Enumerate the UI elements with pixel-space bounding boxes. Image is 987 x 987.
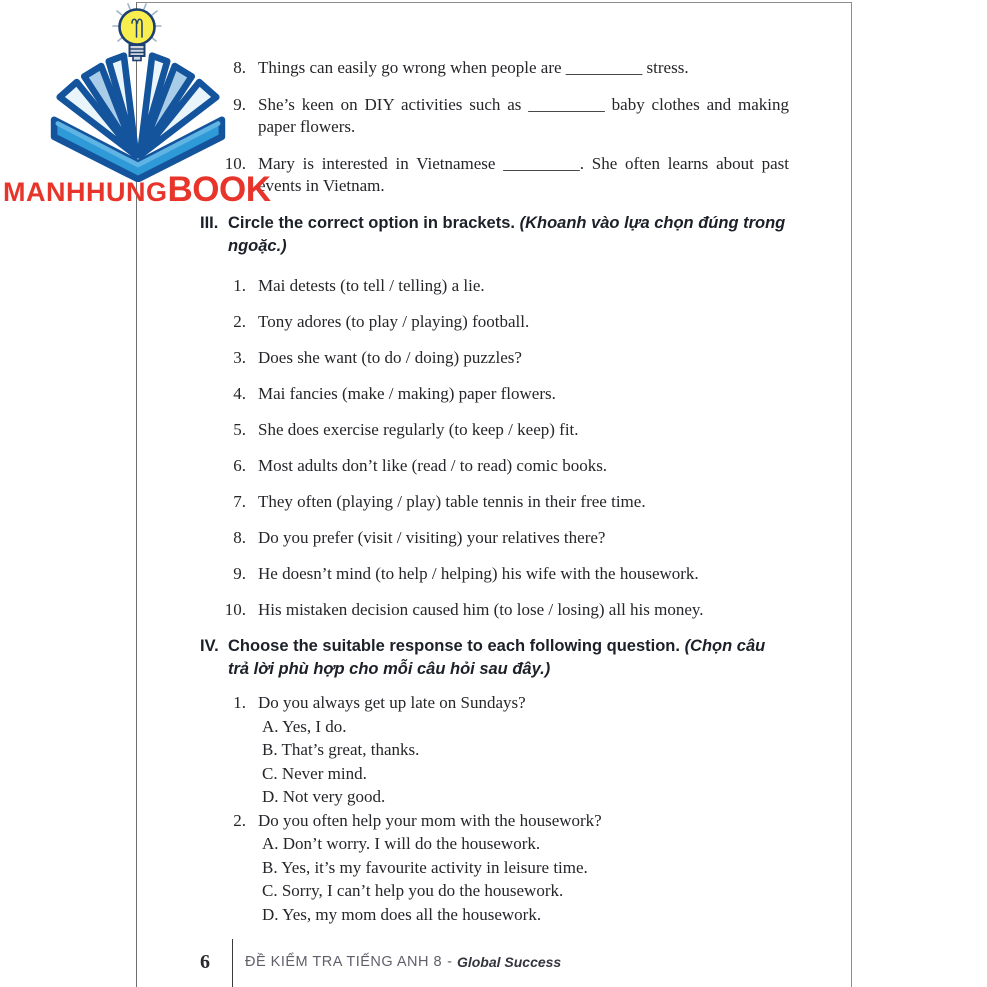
section-title <box>228 212 789 258</box>
exercise-item <box>200 275 789 296</box>
item-text: Mary is interested in Vietnamese _________. She often learns about past events in Vietnam. <box>258 154 789 195</box>
fill-item <box>200 94 789 138</box>
brand-logo <box>0 0 280 220</box>
item-number: 8. <box>233 58 246 77</box>
item-text: Do you prefer (visit / visiting) your relatives there? <box>258 528 606 547</box>
book-title: ĐỀ KIỂM TRA TIẾNG ANH 8 <box>245 954 443 970</box>
item-number: 5. <box>233 420 246 439</box>
section-title-en: Choose the suitable response to each following question. <box>228 637 685 655</box>
item-number: 9. <box>233 95 246 114</box>
fill-item <box>200 57 789 79</box>
footer-divider <box>232 939 233 987</box>
series-title: Global Success <box>456 954 562 970</box>
item-number: 2. <box>233 810 246 830</box>
question-item <box>200 809 789 833</box>
item-number: 1. <box>233 693 246 712</box>
section-title-vi: (Chọn câu trả lời phù hợp cho mỗi câu hỏi sau đây.) <box>228 637 766 678</box>
exercise-item <box>200 527 789 548</box>
item-text: Mai fancies (make / making) paper flowers. <box>258 384 556 403</box>
option-item: B. That’s great, thanks. <box>262 740 420 759</box>
option-item: C. Sorry, I can’t help you do the housework. <box>262 881 564 900</box>
exercise-item <box>200 419 789 440</box>
option-item: B. Yes, it’s my favourite activity in leisure time. <box>262 857 588 877</box>
exercise-item <box>200 383 789 404</box>
item-number: 1. <box>233 276 246 295</box>
question-text: Do you always get up late on Sundays? <box>258 693 526 712</box>
option-item: D. Yes, my mom does all the housework. <box>262 904 542 924</box>
brand-name-light: MANHHUNG <box>3 177 168 207</box>
item-number: 10. <box>224 154 246 173</box>
exercise-item <box>200 599 789 620</box>
item-number: 3. <box>233 348 246 367</box>
section-title-en: Circle the correct option in brackets. <box>228 214 520 232</box>
section-title <box>228 635 789 681</box>
item-number: 7. <box>233 492 246 511</box>
section-number: IV. <box>200 637 219 655</box>
question-item <box>200 691 789 715</box>
item-number: 6. <box>233 456 246 475</box>
item-text: Does she want (to do / doing) puzzles? <box>258 348 522 367</box>
section-iv-heading <box>200 635 789 681</box>
item-text: Most adults don’t like (read / to read) comic books. <box>258 456 608 475</box>
item-text: He doesn’t mind (to help / helping) his wife with the housework. <box>258 564 699 583</box>
option-item: D. Not very good. <box>262 787 386 806</box>
option-item: A. Don’t worry. I will do the housework. <box>262 834 541 853</box>
item-text: Mai detests (to tell / telling) a lie. <box>258 276 485 295</box>
option-item: A. Yes, I do. <box>262 716 347 736</box>
section-number: III. <box>200 214 219 232</box>
footer-separator: - <box>447 954 452 970</box>
item-number: 9. <box>233 564 246 583</box>
exercise-item <box>200 311 789 332</box>
question-text: Do you often help your mom with the housework? <box>258 810 602 830</box>
fill-item <box>200 153 789 197</box>
item-text: They often (playing / play) table tennis in their free time. <box>258 492 646 511</box>
exercise-item <box>200 347 789 368</box>
section-iii-heading <box>200 212 789 258</box>
footer <box>200 937 561 987</box>
item-number: 2. <box>233 312 246 331</box>
brand-name-bold: BOOK <box>167 170 271 209</box>
item-text: Things can easily go wrong when people are _________ stress. <box>258 58 689 77</box>
open-book-icon <box>39 50 237 182</box>
page-number: 6 <box>200 950 210 973</box>
option-item: C. Never mind. <box>262 763 367 783</box>
exercise-item <box>200 491 789 512</box>
section-title-vi: (Khoanh vào lựa chọn đúng trong ngoặc.) <box>228 214 786 255</box>
item-number: 10. <box>224 600 246 619</box>
item-text: She does exercise regularly (to keep / keep) fit. <box>258 420 579 439</box>
item-text: His mistaken decision caused him (to lose / losing) all his money. <box>258 600 704 619</box>
brand-wordmark <box>3 170 270 210</box>
item-number: 4. <box>233 384 246 403</box>
item-text: She’s keen on DIY activities such as _________ baby clothes and making paper flowers. <box>258 95 789 136</box>
item-text: Tony adores (to play / playing) football. <box>258 312 530 331</box>
item-number: 8. <box>233 528 246 547</box>
exercise-item <box>200 455 789 476</box>
exercise-item <box>200 563 789 584</box>
